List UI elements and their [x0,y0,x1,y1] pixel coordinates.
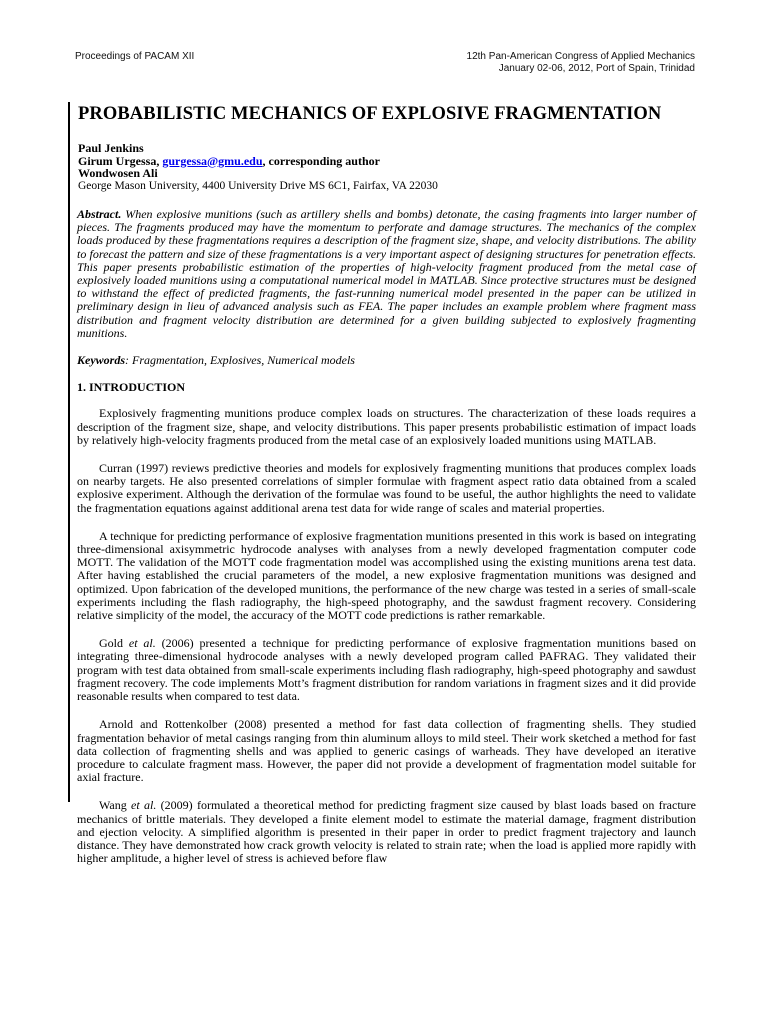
author-3: Wondwosen Ali [78,166,158,180]
conference-name: 12th Pan-American Congress of Applied Mechanics [466,51,695,62]
paragraph-3: A technique for predicting performance of explosive fragmentation munitions presented in this work is based on integrating three-dimensional axisymmetric hydrocode analyses with analyses from a newly developed fragmentation computer code MOTT. The validation of the MOTT code fragmentation model was accomplished using the existing munitions arena test data. After having established the crucial parameters of the model, a new explosive fragmentation munitions was designed and optimized. Upon fabrication of the developed munitions, the performance of the new charge was tested in a series of small-scale experiments including the flash radiography, the high-speed photography, and the sawdust fragment recovery. Considering relative simplicity of the model, the accuracy of the MOTT code predictions is rather remarkable. [77,528,696,623]
conference-date-place: January 02-06, 2012, Port of Spain, Trinidad [498,63,695,74]
paper-title: PROBABILISTIC MECHANICS OF EXPLOSIVE FRAGMENTATION [78,104,662,124]
author-2 [78,155,706,168]
abstract-label: Abstract. [77,207,122,221]
abstract [77,208,696,340]
keywords-label: Keywords [77,353,125,368]
running-header-right [467,51,695,75]
paragraph-6 [77,799,696,865]
p4-text: (2006) presented a technique for predicting performance of explosive fragmentation munitions based on integrating three-dimensional hydrocode analyses with a newly developed program called PAFRAG. They validated their program with test data obtained from small-scale experiments including flash radiography, high-speed photography and sawdust fragment recovery. The code implements Mott’s fragment distribution for random variations in fragment sizes and it did provide reasonable results when compared to test data. [77,636,697,704]
keywords [77,354,696,367]
keywords-text: : Fragmentation, Explosives, Numerical models [125,353,355,368]
affiliation: George Mason University, 4400 University Drive MS 6C1, Fairfax, VA 22030 [78,179,438,192]
paragraph-1: Explosively fragmenting munitions produce complex loads on structures. The characterization of these loads requires a description of the fragment size, shape, and velocity distributions. This paper presents probabilistic estimation of impact loads by relatively high-velocity fragments produced from the metal case of an explosively loaded munitions using MATLAB. [77,406,696,447]
author-1: Paul Jenkins [78,141,144,155]
paragraph-4 [77,637,696,703]
p6-text: (2009) formulated a theoretical method for predicting fragment size caused by blast loads based on fracture mechanics of brittle materials. They developed a finite element model to estimate the material damage, fragment distribution and ejection velocity. A simplified algorithm is presented in their paper in order to predict fragment trajectory and launch distance. They have demonstrated how crack growth velocity is related to strain rate; when the load is applied more rapidly with higher amplitude, a higher level of stress is achieved before flaw [77,798,696,866]
paper-body [77,208,696,865]
running-header-left: Proceedings of PACAM XII [75,51,195,62]
paragraph-5: Arnold and Rottenkolber (2008) presented a method for fast data collection of fragmenting shells. They studied fragmentation behavior of metal casings ranging from thin aluminum alloys to mild steel. Their work sketched a method for fast data collection of fragmenting shells and was applied to generic casings of warheads. They have developed an iterative procedure to calculate fragment mass. However, the paper did not provide a development of fragmentation model suitable for axial fracture. [77,717,696,785]
author-2-role: , corresponding author [262,153,380,168]
section-heading-introduction: 1. INTRODUCTION [77,380,186,395]
author-list [78,142,706,192]
author-2-name: Girum Urgessa, [78,153,163,168]
abstract-text: When explosive munitions (such as artillery shells and bombs) detonate, the casing fragments into larger number of pieces. The fragments produced may have the momentum to perforate and damage structures. The mechanics of the complex loads produced by these fragmentations requires a description of the fragment size, shape, and velocity distributions. The ability to forecast the pattern and size of these fragmentations is a very important aspect of designing structures for penetration effects. This paper presents probabilistic estimation of the properties of high-velocity fragment produced from the metal case of explosively loaded munitions using a computational numerical model in MATLAB. Since protective structures must be designed to withstand the effect of predicted fragments, the fast-running numerical model presented in the paper can be utilized in preliminary design in lieu of advanced analysis such as FEA. The paper includes an example problem where fragment mass distribution and fragment velocity distribution are determined for a given building subjected to explosively fragmenting munitions. [77,207,696,340]
p6-etal: et al. [131,798,157,813]
p6-lead: Wang [99,798,132,813]
author-email-link[interactable]: gurgessa@gmu.edu [162,153,263,168]
p4-lead: Gold [99,636,129,651]
p4-etal: et al. [128,636,156,651]
paragraph-2: Curran (1997) reviews predictive theories and models for explosively fragmenting munitions that produces complex loads on nearby targets. He also presented correlations of simpler formulae with fragment aspect ratio data obtained from a scaled explosive experiment. Although the derivation of the formulae was found to be useful, the author highlights the need to validate the fragmentation equations against additional arena test data for wide range of scales and material properties. [77,461,696,515]
